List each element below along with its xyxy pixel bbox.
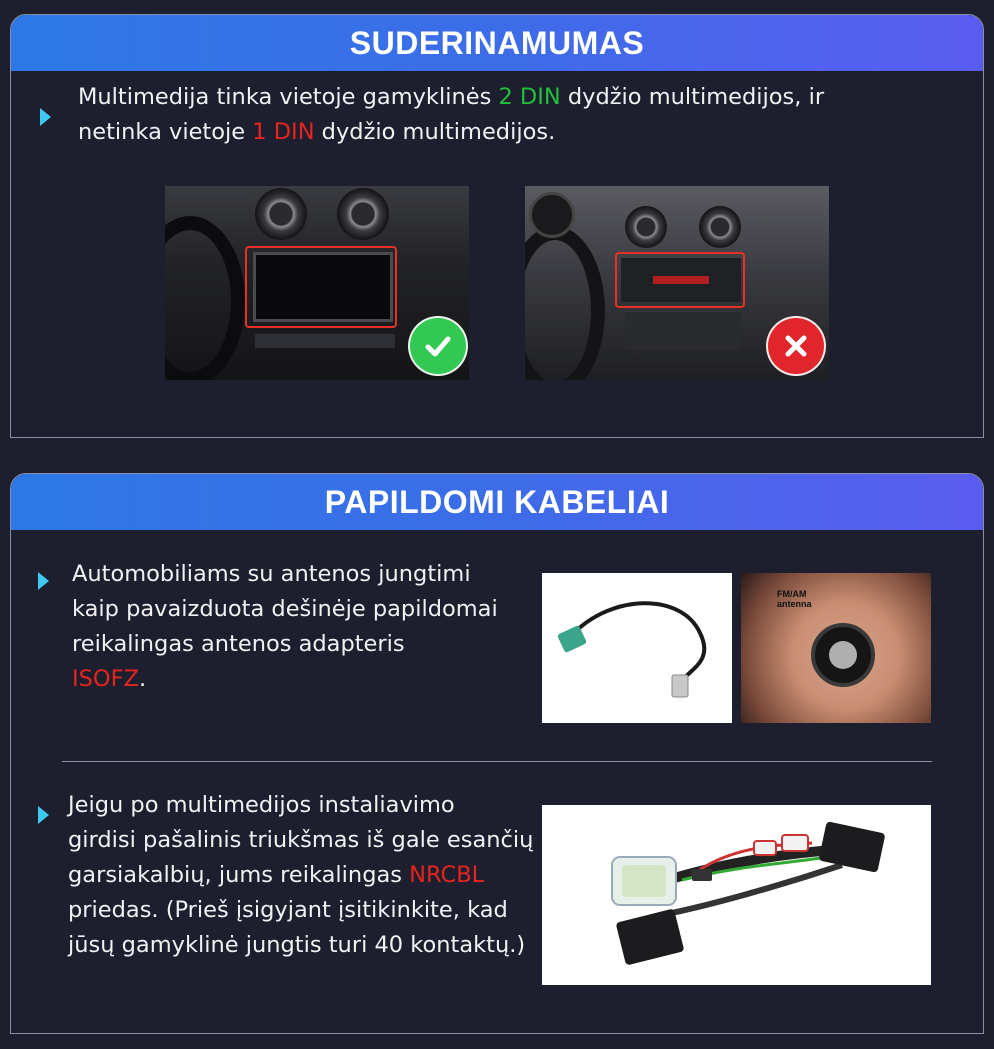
antenna-socket — [811, 623, 875, 687]
wiring-harness-photo — [542, 805, 931, 985]
nrcbl-line-2: girdisi pašalinis triukšmas iš gale esančių — [68, 827, 534, 853]
wiring-harness-drawing — [542, 805, 931, 985]
nrcbl-line-5: jūsų gamyklinė jungtis turi 40 kontaktų.) — [68, 932, 526, 958]
air-vent — [255, 188, 307, 240]
line-1-post: dydžio multimedijos, ir — [560, 84, 825, 110]
car-2din-photo — [165, 186, 469, 380]
antenna-label: antenna — [777, 599, 812, 609]
isofz-highlight: ISOFZ — [72, 666, 139, 692]
antenna-line-3: reikalingas antenos adapteris — [72, 631, 405, 657]
compatibility-panel — [10, 14, 984, 438]
gauge — [529, 192, 575, 238]
antenna-line-1: Automobiliams su antenos jungtimi — [72, 561, 471, 587]
compatibility-header — [11, 15, 983, 71]
check-badge — [408, 316, 468, 376]
air-vent — [699, 206, 741, 248]
nrcbl-line-1: Jeigu po multimedijos instaliavimo — [68, 792, 455, 818]
air-vent — [625, 206, 667, 248]
nrcbl-highlight: NRCBL — [409, 862, 485, 888]
air-vent — [337, 188, 389, 240]
antenna-photo-label — [777, 589, 812, 609]
bullet-arrow-icon — [38, 806, 49, 824]
car-1din-photo — [525, 186, 829, 380]
steering-wheel — [525, 226, 605, 380]
antenna-line-4 — [72, 662, 512, 697]
din2-highlight: 2 DIN — [498, 84, 561, 110]
check-icon — [422, 330, 454, 362]
antenna-cable-drawing — [542, 573, 732, 723]
cables-header — [11, 474, 983, 530]
nrcbl-text — [68, 788, 538, 963]
compatibility-line-2 — [78, 115, 958, 150]
nrcbl-line-3 — [68, 858, 538, 893]
bullet-arrow-icon — [40, 108, 51, 126]
compatibility-title: SUDERINAMUMAS — [349, 24, 645, 61]
line-1-pre: Multimedija tinka vietoje gamyklinės — [78, 84, 499, 110]
cross-badge — [766, 316, 826, 376]
bullet-arrow-icon — [38, 572, 49, 590]
nrcbl-line-4: priedas. (Prieš įsigyjant įsitikinkite, kad — [68, 897, 508, 923]
highlight-frame — [615, 252, 745, 308]
climate-panel — [625, 312, 741, 350]
compatibility-line-1 — [78, 80, 958, 115]
item-divider — [62, 761, 932, 762]
nrcbl-line-3-pre: garsiakalbių, jums reikalingas — [68, 862, 410, 888]
antenna-period: . — [138, 666, 147, 692]
antenna-cable-photo — [542, 573, 732, 723]
control-strip — [255, 334, 395, 348]
antenna-plug-photo — [741, 573, 931, 723]
din1-highlight: 1 DIN — [252, 119, 315, 145]
fm-am-label: FM/AM — [777, 589, 807, 599]
antenna-line-2: kaip pavaizduota dešinėje papildomai — [72, 596, 498, 622]
antenna-pin — [829, 641, 857, 669]
antenna-adapter-text — [72, 557, 512, 697]
compatibility-text — [78, 80, 958, 150]
cables-title: PAPILDOMI KABELIAI — [324, 483, 670, 520]
steering-wheel — [165, 216, 245, 380]
line-2-post: dydžio multimedijos. — [314, 119, 556, 145]
line-2-pre: netinka vietoje — [78, 119, 253, 145]
cross-icon — [781, 331, 811, 361]
highlight-frame — [245, 246, 397, 328]
